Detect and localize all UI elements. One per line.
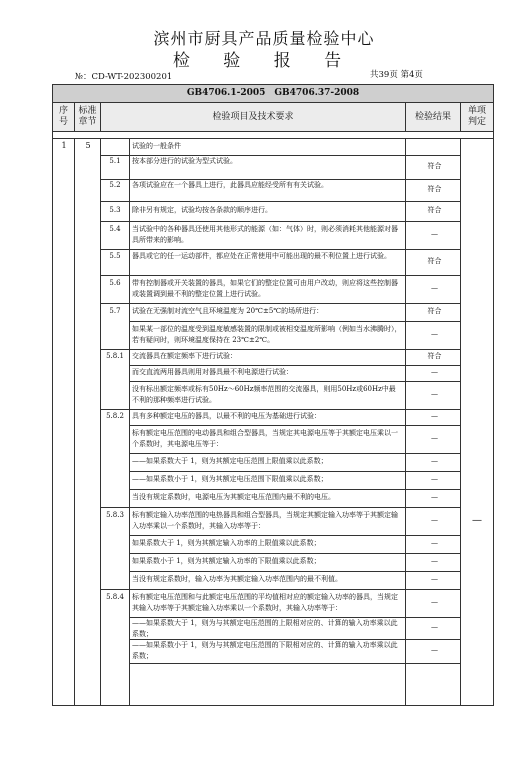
col-clause-header: [75, 103, 101, 131]
result-cell: —: [431, 575, 438, 583]
result-cell: —: [431, 330, 438, 338]
table-row: [101, 139, 493, 155]
result-cell: —: [431, 539, 438, 547]
result-cell: —: [431, 412, 438, 420]
item-text: 标有额定电压范围的电动器具和组合型器具，当规定其电源电压等于其额定电压乘以一个系数时，其电源电压等于：: [132, 429, 398, 448]
report-number: №：CD-WT-202300201: [75, 72, 173, 82]
result-cell: —: [431, 516, 438, 524]
col-clause-label: 标准 章节: [78, 106, 97, 127]
clause-cell: 5.3: [109, 206, 121, 214]
result-cell: 符合: [427, 162, 442, 170]
item-text: ——如果系数大于 1，则为其额定电压范围上限值乘以此系数；: [132, 457, 328, 465]
header-gap: [53, 132, 493, 139]
col-result-header: [406, 103, 461, 131]
clause-cell: 5.5: [109, 252, 121, 260]
result-cell: —: [431, 390, 438, 398]
table-row: [101, 221, 493, 249]
clause-cell: 5.8.3: [106, 511, 124, 519]
item-text: 除非另有规定，试验均按各条款的顺序进行。: [132, 206, 272, 214]
item-text: 没有标出额定频率或标有50Hz～60Hz频率范围的交流器具，则用50Hz或60Hz中最不利的那种频率进行试验。: [132, 385, 396, 404]
table-row: [101, 365, 493, 381]
result-cell: 符合: [427, 307, 442, 315]
table-row: [101, 617, 493, 639]
col-result-label: 检验结果: [414, 111, 451, 122]
org-title: 滨州市厨具产品质量检验中心: [153, 29, 375, 48]
result-cell: —: [431, 646, 438, 654]
clause-cell: 5.6: [109, 279, 121, 287]
table-row: [101, 535, 493, 553]
table-row: [101, 507, 493, 535]
item-text: 当没有规定系数时，电源电压为其额定电压范围内最不利的电压。: [132, 493, 335, 501]
page-info: 共39页 第4页: [370, 70, 423, 80]
table-row: [101, 179, 493, 201]
table-row: [101, 381, 493, 409]
item-text: 而交直流两用器具则用对器具最不利电源进行试验：: [132, 368, 293, 376]
item-text: 试验在无强制对流空气且环境温度为 20℃±5℃的场所进行：: [132, 307, 324, 315]
result-cell: 符合: [427, 206, 442, 214]
col-items-label: 检验项目及技术要求: [212, 111, 294, 122]
result-cell: —: [431, 475, 438, 483]
clause-cell: 5.7: [109, 307, 121, 315]
item-text: 标有额定输入功率范围的电热器具和组合型器具，当规定其额定输入功率等于其额定输入功率乘以一个系数时，其输入功率等于：: [132, 511, 398, 530]
table-row: [101, 571, 493, 589]
report-title: 检 验 报 告: [172, 51, 356, 71]
item-text: 如果系数小于 1，则为其额定输入功率的下限值乘以此系数；: [132, 557, 321, 565]
table-row: [101, 249, 493, 275]
item-text: ——如果系数小于 1，则为与其额定电压范围的下限相对应的、计算的输入功率乘以此系数；: [132, 641, 398, 660]
item-text: 当试验中的各种器具还使用其他形式的能源（如：气体）时，则必须消耗其他能源对器具所带来的影响。: [132, 225, 398, 244]
item-text: 各项试验应在一个器具上进行，此器具应能经受所有有关试验。: [132, 181, 328, 189]
table-row: [101, 275, 493, 303]
result-cell: —: [431, 623, 438, 631]
row-divider: [130, 663, 460, 664]
item-text: 试验的一般条件: [132, 142, 181, 150]
inspection-table: [52, 84, 494, 706]
col-seq-label: 序 号: [58, 106, 68, 127]
item-text: 带有控制器或开关装置的器具，如果它们的整定位置可由用户改动，则应将这些控制器或装置调到最不利的整定位置上进行试验。: [132, 279, 398, 298]
table-row: [101, 303, 493, 321]
item-text: 如果某一部位的温度受到温度敏感装置的限制或被相变温度所影响（例如当水沸腾时），若有疑问时，则环境温度保持在 23℃±2℃。: [132, 325, 402, 344]
table-row: [101, 639, 493, 663]
item-text: ——如果系数小于 1，则为其额定电压范围下限值乘以此系数；: [132, 475, 328, 483]
result-cell: 符合: [427, 352, 442, 360]
table-row: [101, 425, 493, 453]
table-row: [101, 453, 493, 471]
table-row: [101, 321, 493, 349]
col-verdict-label: 单项 判定: [467, 106, 486, 127]
item-text: 标有额定电压范围和与此额定电压范围的平均值相对应的额定输入功率的器具，当规定其输入功率等于其额定输入功率乘以一个系数时，其输入功率等于：: [132, 593, 398, 612]
col-seq-header: [53, 103, 75, 131]
chapter-number: 5: [85, 141, 91, 150]
item-text: ——如果系数大于 1，则为与其额定电压范围的上限相对应的、计算的输入功率乘以此系数；: [132, 619, 398, 638]
result-cell: —: [431, 598, 438, 606]
result-cell: —: [431, 230, 438, 238]
result-cell: —: [431, 284, 438, 292]
result-cell: —: [431, 493, 438, 501]
clause-cell: 5.2: [109, 181, 121, 189]
col-items-header: [101, 103, 406, 131]
clause-cell: 5.8.4: [106, 593, 124, 601]
item-text: 如果系数大于 1，则为其额定输入功率的上限值乘以此系数；: [132, 539, 321, 547]
clause-cell: 5.4: [109, 225, 121, 233]
verdict-value: —: [472, 515, 482, 526]
table-row: [101, 489, 493, 507]
clause-cell: 5.8.2: [106, 412, 124, 420]
item-text: 当没有规定系数时，输入功率为其额定输入功率范围内的最不利值。: [132, 575, 342, 583]
item-text: 具有多种额定电压的器具，以最不利的电压为基础进行试验：: [132, 412, 321, 420]
result-cell: —: [431, 368, 438, 376]
item-text: 器具或它的任一运动部件，都应处在正常使用中可能出现的最不利位置上进行试验。: [132, 252, 391, 260]
result-cell: 符合: [427, 257, 442, 265]
table-row: [101, 349, 493, 365]
table-row: [101, 155, 493, 179]
standard-header: GB4706.1-2005 GB4706.37-2008: [53, 85, 493, 103]
table-row: [101, 471, 493, 489]
clause-cell: 5.1: [109, 157, 121, 165]
col-divider: [74, 138, 75, 705]
col-verdict-header: [461, 103, 493, 131]
result-cell: —: [431, 434, 438, 442]
result-cell: —: [431, 457, 438, 465]
seq-number: 1: [61, 141, 67, 150]
item-text: 交流器具在额定频率下进行试验：: [132, 352, 237, 360]
table-row: [101, 589, 493, 617]
table-row: [101, 201, 493, 221]
clause-cell: 5.8.1: [106, 352, 124, 360]
item-text: 按本部分进行的试验为型式试验。: [132, 157, 237, 165]
table-row: [101, 553, 493, 571]
result-cell: 符合: [427, 185, 442, 193]
result-cell: —: [431, 557, 438, 565]
table-row: [101, 409, 493, 425]
